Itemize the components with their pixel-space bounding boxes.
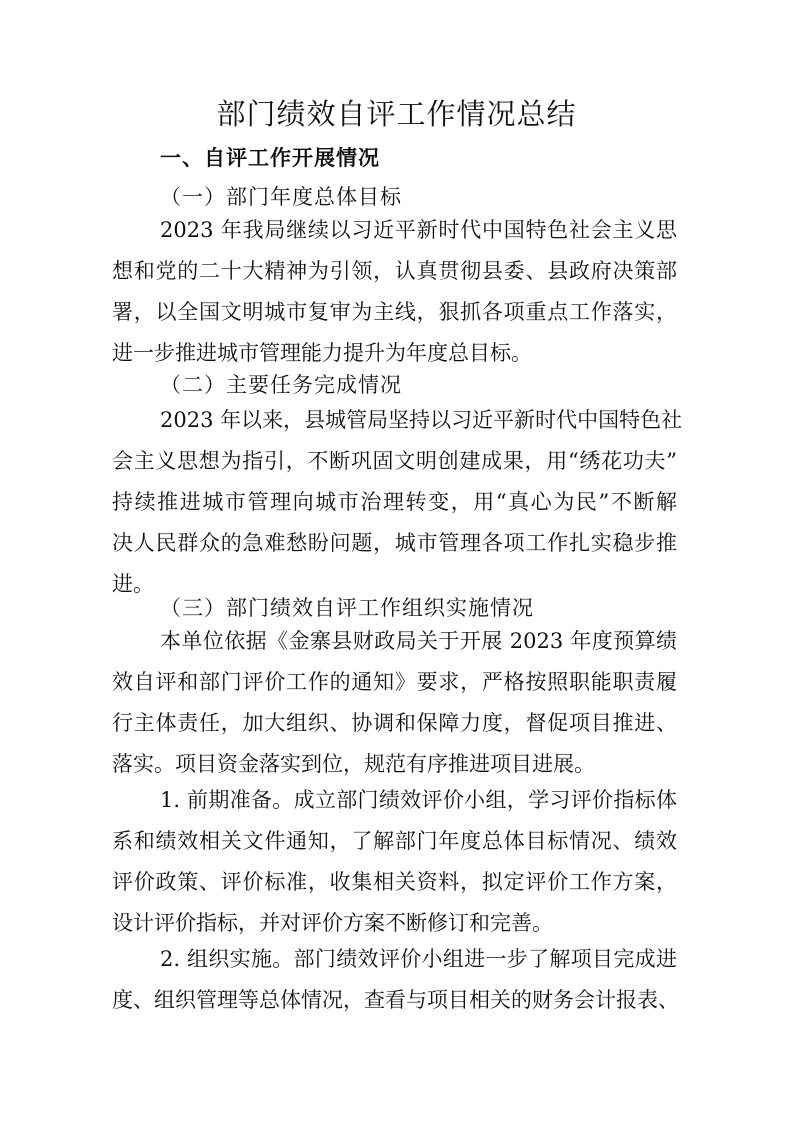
text-line: 2. 组织实施。部门绩效评价小组进一步了解项目完成进 bbox=[160, 947, 677, 971]
subsection-heading-1: （一）部门年度总体目标 bbox=[160, 185, 402, 209]
paragraph-main-tasks bbox=[112, 400, 683, 605]
text-line: 2023 年我局继续以习近平新时代中国特色社会主义思 bbox=[160, 218, 677, 242]
text-line: 效自评和部门评价工作的通知》要求，严格按照职能职责履 bbox=[112, 670, 677, 694]
text-line: 进。 bbox=[112, 572, 154, 596]
text-line: 本单位依据《金寨县财政局关于开展 2023 年度预算绩 bbox=[160, 629, 677, 653]
paragraph-preparation bbox=[112, 780, 677, 944]
text-line: 想和党的二十大精神为引领，认真贯彻县委、县政府决策部 bbox=[112, 259, 677, 283]
paragraph-annual-goal bbox=[112, 210, 677, 374]
text-line: 2023 年以来，县城管局坚持以习近平新时代中国特色社 bbox=[160, 408, 683, 432]
text-line: 决人民群众的急难愁盼问题，城市管理各项工作扎实稳步推 bbox=[112, 531, 677, 555]
subsection-heading-3: （三）部门绩效自评工作组织实施情况 bbox=[160, 596, 534, 620]
subsection-heading-2: （二）主要任务完成情况 bbox=[160, 373, 402, 397]
text-line: 持续推进城市管理向城市治理转变，用“真心为民”不断解 bbox=[112, 490, 677, 514]
text-line: 进一步推进城市管理能力提升为年度总目标。 bbox=[112, 341, 532, 365]
document-title: 部门绩效自评工作情况总结 bbox=[216, 97, 577, 131]
section-heading-1: 一、自评工作开展情况 bbox=[160, 146, 380, 170]
text-line: 系和绩效相关文件通知，了解部门年度总体目标情况、绩效 bbox=[112, 829, 677, 853]
paragraph-organization bbox=[112, 621, 677, 785]
text-line: 署，以全国文明城市复审为主线，狠抓各项重点工作落实， bbox=[112, 300, 677, 324]
text-line: 设计评价指标，并对评价方案不断修订和完善。 bbox=[112, 911, 553, 935]
paragraph-implementation bbox=[112, 939, 677, 1021]
text-line: 评价政策、评价标准，收集相关资料，拟定评价工作方案， bbox=[112, 870, 677, 894]
text-line: 落实。项目资金落实到位，规范有序推进项目进展。 bbox=[112, 752, 595, 776]
text-line: 度、组织管理等总体情况，查看与项目相关的财务会计报表、 bbox=[112, 988, 679, 1012]
text-line: 行主体责任，加大组织、协调和保障力度，督促项目推进、 bbox=[112, 711, 677, 735]
text-line: 1. 前期准备。成立部门绩效评价小组，学习评价指标体 bbox=[160, 788, 677, 812]
text-line: 会主义思想为指引，不断巩固文明创建成果，用“绣花功夫” bbox=[112, 449, 677, 473]
